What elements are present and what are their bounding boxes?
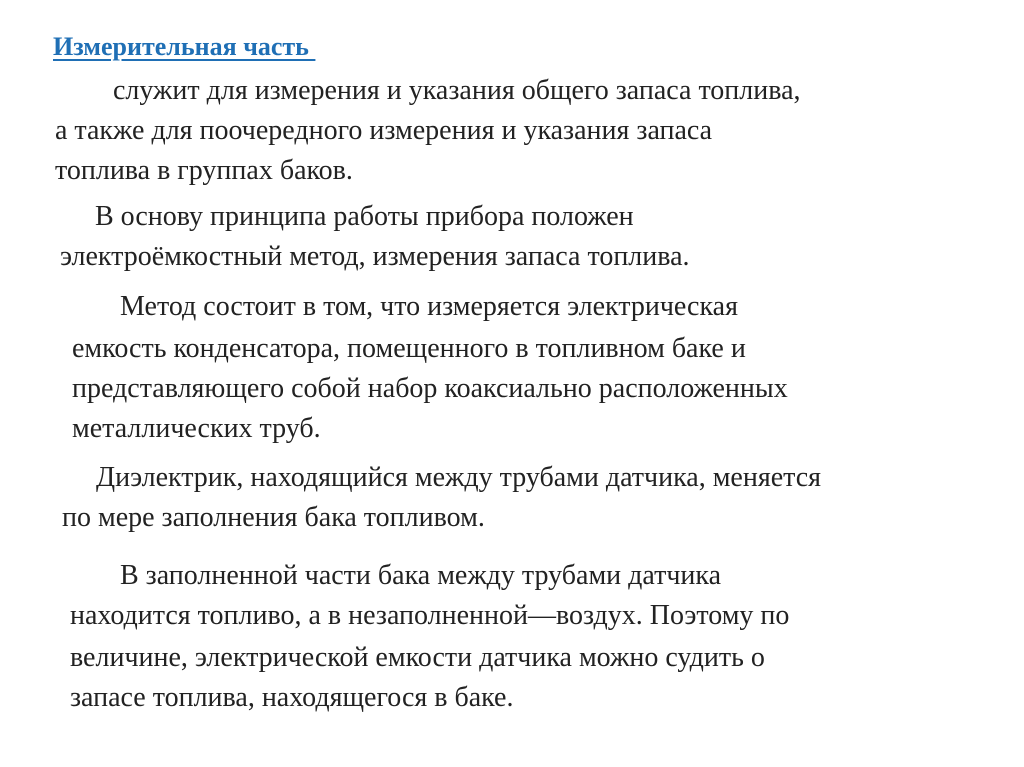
section-heading: Измерительная часть	[53, 32, 316, 61]
paragraph-2-line-1: В основу принципа работы прибора положен	[95, 201, 634, 232]
paragraph-1-line-1: служит для измерения и указания общего запаса топлива,	[113, 75, 801, 106]
paragraph-3-line-1: Метод состоит в том, что измеряется электрическая	[120, 291, 738, 322]
paragraph-5-line-4: запасе топлива, находящегося в баке.	[70, 682, 514, 713]
paragraph-2-line-2: электроёмкостный метод, измерения запаса топлива.	[60, 241, 690, 272]
paragraph-4-line-2: по мере заполнения бака топливом.	[62, 502, 485, 533]
paragraph-4-line-1: Диэлектрик, находящийся между трубами датчика, меняется	[96, 462, 822, 493]
paragraph-3-line-2: емкость конденсатора, помещенного в топливном баке и	[72, 333, 746, 364]
paragraph-3-line-3: представляющего собой набор коаксиально расположенных	[72, 373, 788, 404]
paragraph-1-line-2: а также для поочередного измерения и указания запаса	[55, 115, 713, 146]
paragraph-5-line-1: В заполненной части бака между трубами датчика	[120, 560, 722, 591]
paragraph-1-line-3: топлива в группах баков.	[55, 155, 353, 186]
paragraph-5-line-3: величине, электрической емкости датчика можно судить о	[70, 642, 765, 673]
paragraph-3-line-4: металлических труб.	[72, 413, 321, 444]
paragraph-5-line-2: находится топливо, а в незаполненной—воздух. Поэтому по	[70, 600, 790, 631]
